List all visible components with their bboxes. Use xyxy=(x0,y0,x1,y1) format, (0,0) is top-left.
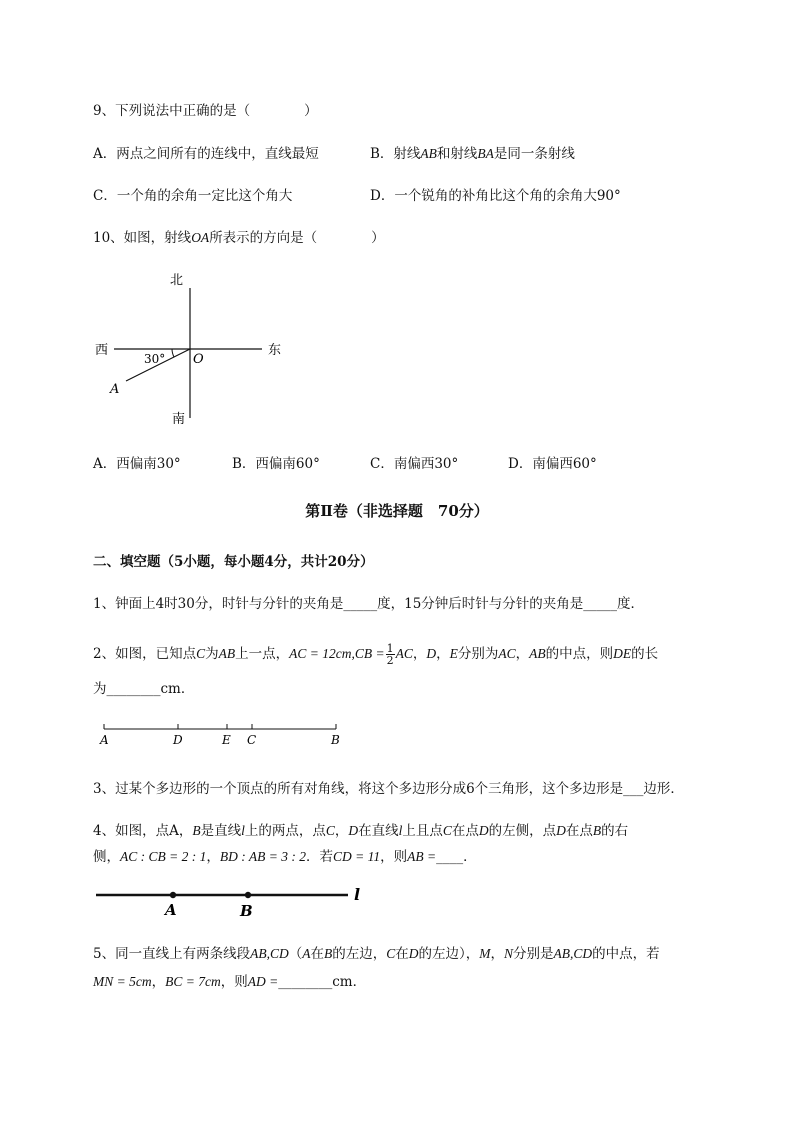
fraction-one-half: $\frac{1}{2}$ xyxy=(386,642,394,667)
fill-question-1: 1、钟面上4时30分，时针与分针的夹角是_____度，15分钟后时针与分针的夹角是_____度． xyxy=(93,596,645,612)
label-b: B xyxy=(331,733,340,747)
north-label: 北 xyxy=(170,273,184,288)
angle-label: 30° xyxy=(144,352,166,366)
q2-segment-figure xyxy=(96,720,346,748)
label-l: l xyxy=(354,885,361,904)
q10-stem: 10、如图，射线OA所表示的方向是（ ） xyxy=(93,230,385,246)
part2-title: 第Ⅱ卷（非选择题 70分） xyxy=(305,502,489,520)
section-title: 二、填空题（5小题，每小题4分，共计20分） xyxy=(93,554,374,570)
point-b xyxy=(245,892,251,898)
label-b: B xyxy=(240,902,253,918)
q9-stem: 9、下列说法中正确的是（ ） xyxy=(93,103,318,119)
q10-option-b: B．西偏南60° xyxy=(232,456,320,472)
q10-option-d: D．南偏西60° xyxy=(508,456,597,472)
point-a xyxy=(170,892,176,898)
fill-question-2-line2: 为________cm． xyxy=(93,681,195,697)
fill-question-2-line1: 2、如图，已知点C为AB上一点，AC = 12cm,CB = $\frac{1}{2}$ AC，D，E分别为AC，AB的中点，则DE的长 xyxy=(93,642,659,667)
fill-question-4-line1: 4、如图，点A，B是直线l上的两点，点C，D在直线l上且点C在点D的左侧，点D在点B的右 xyxy=(93,823,629,839)
label-d: D xyxy=(173,733,183,747)
east-label: 东 xyxy=(268,343,282,358)
label-e: E xyxy=(222,733,231,747)
angle-arc xyxy=(172,349,174,357)
fill-question-5-line2: MN = 5cm，BC = 7cm，则AD =________cm． xyxy=(93,974,367,990)
q10-option-c: C．南偏西30° xyxy=(370,456,459,472)
fill-question-5-line1: 5、同一直线上有两条线段AB,CD（A在B的左边，C在D的左边），M，N分别是AB,CD的中点，若 xyxy=(93,946,660,962)
origin-label: O xyxy=(193,352,204,367)
south-label: 南 xyxy=(172,412,186,427)
q9-option-d: D．一个锐角的补角比这个角的余角大90° xyxy=(370,188,621,204)
q10-option-a: A．西偏南30° xyxy=(93,456,181,472)
label-a: A xyxy=(100,733,109,747)
label-c: C xyxy=(247,733,257,747)
q9-option-a: A．两点之间所有的连线中，直线最短 xyxy=(93,146,319,162)
q4-line-figure xyxy=(92,882,372,918)
q9-option-b: B．射线AB和射线BA是同一条射线 xyxy=(370,146,575,162)
west-label: 西 xyxy=(95,343,109,358)
fill-question-3: 3、过某个多边形的一个顶点的所有对角线，将这个多边形分成6个三角形，这个多边形是___边形． xyxy=(93,781,684,797)
q10-compass-figure xyxy=(90,266,300,431)
label-a: A xyxy=(165,901,177,918)
fill-question-4-line2: 侧，AC : CB = 2 : 1，BD : AB = 3 : 2．若CD = 11，则AB =____． xyxy=(93,849,477,865)
q9-option-c: C．一个角的余角一定比这个角大 xyxy=(93,188,293,204)
ray-label: A xyxy=(110,382,120,397)
